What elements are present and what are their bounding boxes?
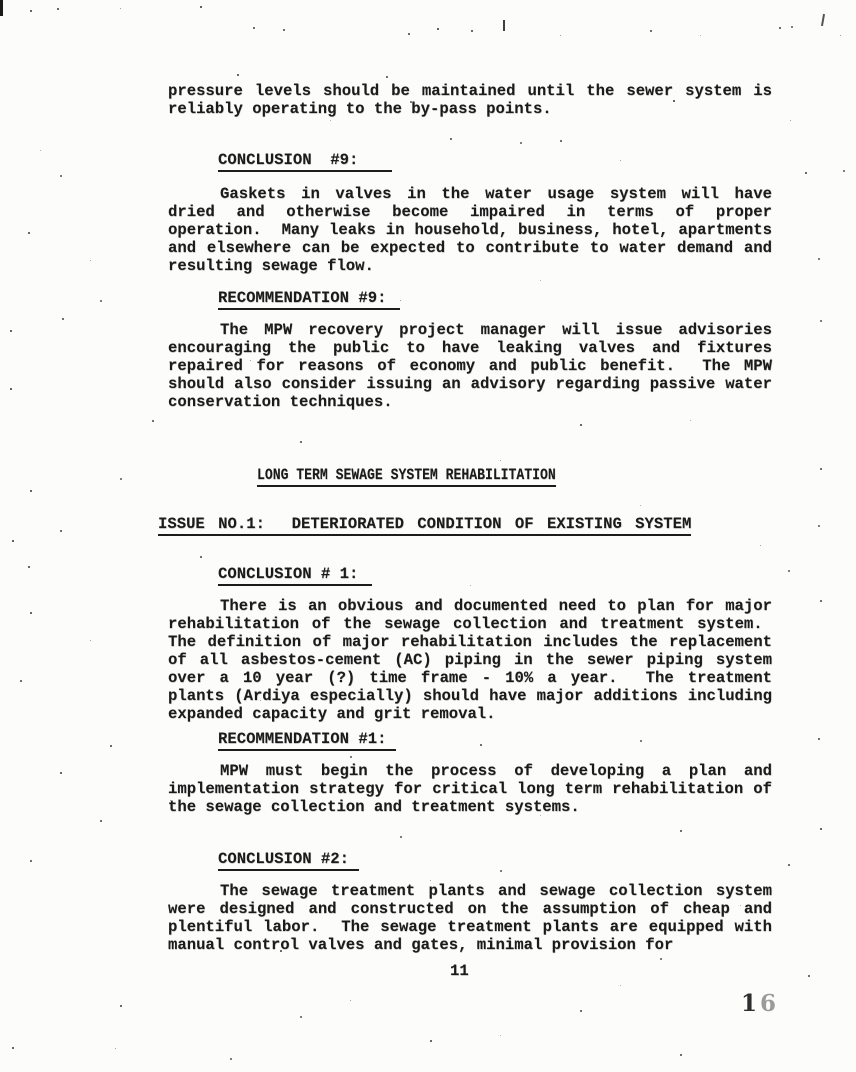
scan-edge-artifact [0,0,3,16]
heading-text: LONG TERM SEWAGE SYSTEM REHABILITATION [257,466,556,487]
conclusion-9-paragraph: Gaskets in valves in the water usage system will have dried and otherwise become impaired in terms of proper operation. Many leaks in household, business, hotel, apartments and elsewhere can be expected to contribute to water demand and resulting sewage flow. [168,185,772,275]
page-number: 11 [450,962,469,980]
recommendation-9-paragraph: The MPW recovery project manager will issue advisories encouraging the public to have leaking valves and fixtures repaired for reasons of economy and public benefit. The MPW should also consider issuing an advisory regarding passive water conservation techniques. [168,321,772,411]
issue-no-1-heading [158,515,691,536]
conclusion-1-heading [218,565,372,586]
scan-mark [503,20,505,31]
stamp-digit: 1 [741,990,761,1017]
scan-speckles [0,0,1,1]
heading-text: CONCLUSION #2: [218,850,359,871]
conclusion-9-heading [218,151,392,172]
heading-text: CONCLUSION # 1: [218,565,372,586]
heading-text: CONCLUSION #9: [218,151,392,172]
conclusion-2-heading [218,850,359,871]
heading-text: RECOMMENDATION #9: [218,289,400,310]
recommendation-1-heading [218,730,396,751]
conclusion-2-paragraph: The sewage treatment plants and sewage collection system were designed and constructed on the assumption of cheap and plentiful labor. The sewage treatment plants are equipped with manual control valves and gates, minimal provision for [168,882,772,954]
heading-text: ISSUE NO.1: DETERIORATED CONDITION OF EXISTING SYSTEM [158,515,691,536]
recommendation-9-heading [218,289,400,310]
corner-stamp [741,992,779,1016]
recommendation-1-paragraph: MPW must begin the process of developing a plan and implementation strategy for critical long term rehabilitation of the sewage collection and treatment systems. [168,762,772,816]
conclusion-1-paragraph: There is an obvious and documented need to plan for major rehabilitation of the sewage collection and treatment system. The definition of major rehabilitation includes the replacement of all asbestos-cement (AC) piping in the sewer piping system over a 10 year (?) time frame - 10% a year. The treatment plants (Ardiya especially) should have major additions including expanded capacity and grit removal. [168,597,772,723]
intro-paragraph: pressure levels should be maintained until the sewer system is reliably operating to the by-pass points. [168,82,772,118]
stamp-digit: 6 [760,990,780,1017]
scan-mark [821,14,825,26]
heading-text: RECOMMENDATION #1: [218,730,396,751]
section-heading [257,466,613,487]
